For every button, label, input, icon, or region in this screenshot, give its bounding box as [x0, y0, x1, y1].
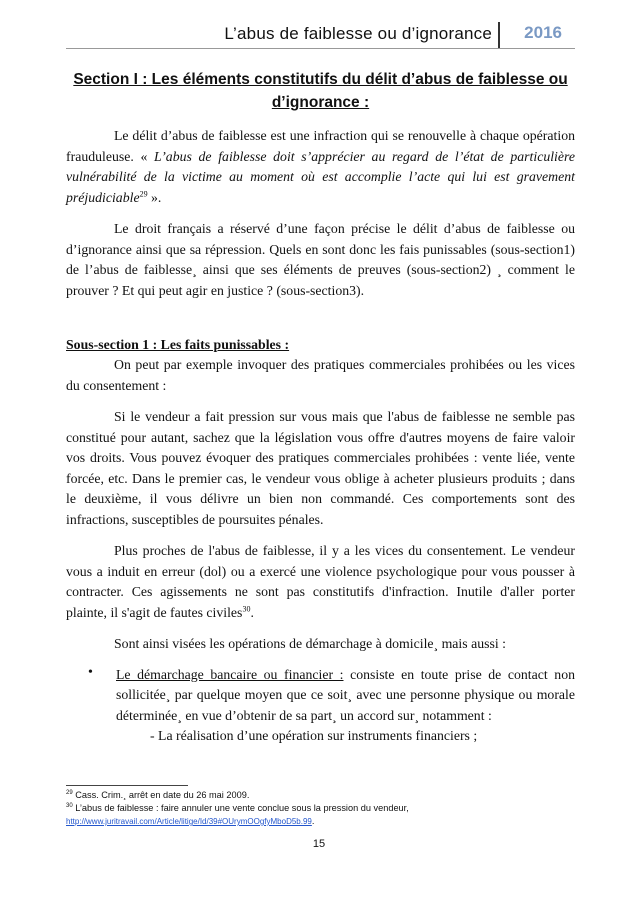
footnote-ref-30[interactable]: 30 [242, 603, 251, 613]
paragraph-vices-end: . [250, 604, 254, 620]
list-item [66, 665, 575, 727]
footnote-number: 29 [66, 789, 73, 796]
footnote-link[interactable]: http://www.juritravail.com/Article/litige/Id/39#OUrymOOgfyMboD5b.99 [66, 817, 312, 826]
paragraph-targeted: Sont ainsi visées les opérations de démarchage à domicile¸ mais aussi : [114, 636, 506, 651]
footnote-separator [66, 785, 188, 786]
footnote-29 [66, 789, 575, 802]
paragraph-invoke: On peut par exemple invoquer des pratiques commerciales prohibées ou les vices du consentement : [66, 357, 575, 393]
bullet-text [116, 665, 575, 727]
paragraph-vices-text: Plus proches de l'abus de faiblesse, il y a les vices du consentement. Le vendeur vous a induit en erreur (dol) ou a exercé une violence psychologique pour vous pousser à contracter. Ces agissements ne sont pas constitutifs d'infraction. Inutile d'aller porter plainte, il s'agit de fautes civiles [66, 543, 575, 620]
section-title: Section I : Les éléments constitutifs du délit d’abus de faiblesse ou d’ignorance : [73, 71, 568, 111]
header-separator [498, 22, 500, 48]
page-body [66, 68, 575, 746]
quote-close: ». [147, 189, 162, 205]
header-title: L’abus de faiblesse ou d’ignorance [224, 24, 492, 43]
footnote-30 [66, 802, 575, 815]
court-quote: L’abus de faiblesse doit s’apprécier au regard de l’état de particulière vulnérabilité de la victime au moment où est accomplie l’acte qui lui est gravement préjudiciable [66, 148, 575, 205]
paragraph-vices [66, 541, 575, 623]
subsection-title: Sous-section 1 : Les faits punissables : [66, 337, 290, 352]
dash-list-item: - La réalisation d’une opération sur instruments financiers ; [150, 728, 478, 743]
bullet-body: consiste en toute prise de contact non sollicitée¸ par quelque moyen que ce soit¸ avec une personne physique ou morale déterminée¸ en vue d’obtenir de sa part¸ un accord sur¸ notamment : [116, 666, 575, 723]
footnotes [66, 789, 575, 828]
header-rule [66, 48, 575, 49]
page-number: 15 [312, 838, 326, 850]
footnote-text: L’abus de faiblesse : faire annuler une vente conclue sous la pression du vendeur, [72, 803, 409, 813]
paragraph-plan: Le droit français a réservé d’une façon précise le délit d’abus de faiblesse ou d’ignorance ainsi que sa répression. Quels en sont donc les fais punissables (sous-section1) de l’abus de faiblesse¸ ainsi que ses éléments de preuves (sous-section2) ¸ comment le prouver ? Et qui peut agir en justice ? (sous-section3). [66, 221, 575, 298]
bullet-icon: • [88, 664, 93, 680]
page-header [224, 22, 570, 50]
footnote-30-link-line [66, 815, 575, 828]
paragraph-intro [66, 126, 575, 208]
footnote-ref-29[interactable]: 29 [139, 188, 148, 198]
footnote-link-end: . [311, 816, 315, 826]
footnote-text: Cass. Crim.¸ arrêt en date du 26 mai 2009. [72, 790, 250, 800]
paragraph-practices: Si le vendeur a fait pression sur vous mais que l'abus de faiblesse ne semble pas constitué pour autant, sachez que la législation vous offre d'autres moyens de faire valoir vos droits. Vous pouvez évoquer des pratiques commerciales prohibées : vente liée, vente forcée, etc. Dans le premier cas, le vendeur vous oblige à acheter plusieurs produits ; dans le deuxième, il vous délivre un bien non commandé. Ces comportements sont des infractions, susceptibles de poursuites pénales. [66, 409, 575, 527]
header-year: 2016 [524, 23, 562, 42]
paragraph-intro-text: Le délit d’abus de faiblesse est une infraction qui se renouvelle à chaque opération frauduleuse. « [66, 128, 575, 164]
bullet-lead: Le démarchage bancaire ou financier : [116, 666, 344, 682]
footnote-number: 30 [66, 802, 73, 809]
